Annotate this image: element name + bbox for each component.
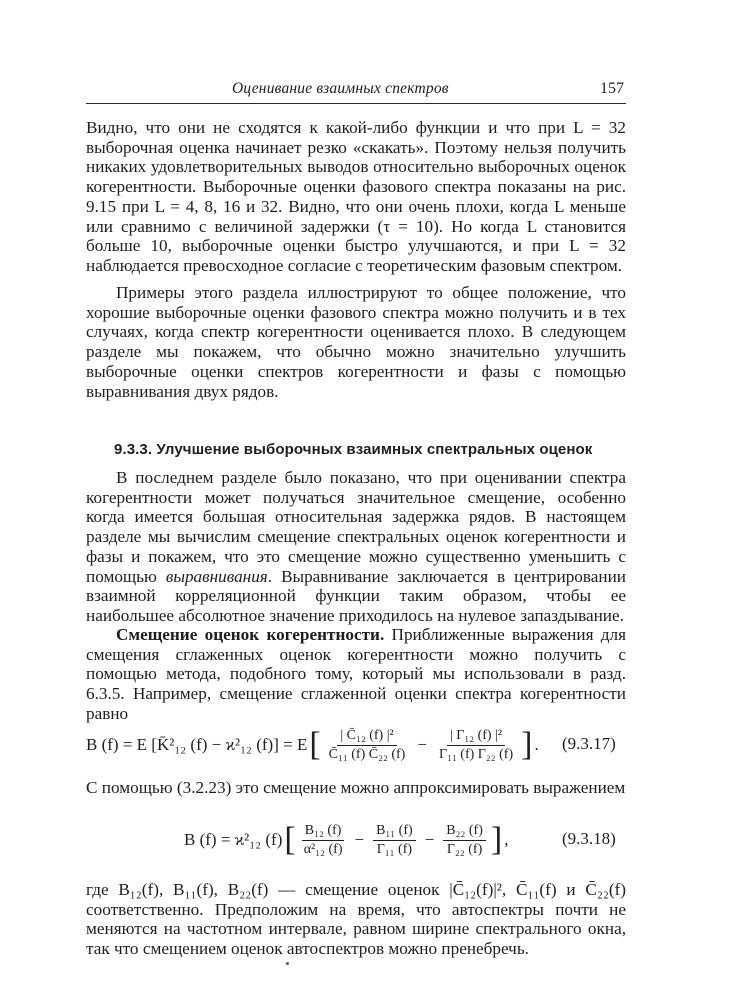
equation-9-3-18 <box>184 815 508 865</box>
paragraph-2 <box>86 283 626 401</box>
eq2-left-bracket: [ <box>284 821 296 858</box>
eq2-fraction-2 <box>373 823 416 858</box>
paragraph-3-part-1: В последнем разделе было показано, что при оценивании спектра когерентности может получаться значительное смещение, особенно когда имеется большая относительная задержка рядов. В настоящем разделе мы вычислим смещение спектральных оценок когерентности и фазы и покажем, что это смещение можно существенно уменьшить с помощью <box>86 468 626 586</box>
page-number: 157 <box>600 80 624 97</box>
paragraph-3-emphasis: выравнивания <box>165 566 268 586</box>
paragraph-3-text <box>86 468 626 626</box>
running-title: Оценивание взаимных спектров <box>232 80 449 97</box>
print-speck <box>286 962 289 965</box>
eq2-frac3-denominator: Γ₂₂ (f) <box>446 841 483 857</box>
eq2-frac2-denominator: Γ₁₁ (f) <box>376 841 413 857</box>
paragraph-4-text <box>86 625 626 724</box>
paragraph-3 <box>86 468 626 626</box>
paragraph-4-body: Приближенные выражения для смещения сглаженных оценок когерентности можно получить с помощью метода, подобного тому, который мы использовали в разд. 6.3.5. Например, смещение сглаженной оценки спектра когерентности равно <box>86 625 627 723</box>
eq1-right-bracket: ] <box>521 726 533 763</box>
paragraph-2-text: Примеры этого раздела иллюстрируют то общее положение, что хорошие выборочные оценки фазового спектра можно получить и в тех случаях, когда спектр когерентности оценивается плохо. В следующем разделе мы покажем, что обычно можно значительно улучшить выборочные оценки спектров когерентности и фазы с помощью выравнивания двух рядов. <box>86 283 626 401</box>
eq1-fraction-1 <box>326 728 409 763</box>
eq2-frac3-numerator: B₂₂ (f) <box>443 823 486 841</box>
eq1-frac2-denominator: Γ₁₁ (f) Γ₂₂ (f) <box>438 746 514 762</box>
eq2-fraction-3 <box>443 823 486 858</box>
eq2-lhs: B (f) = ϰ²₁₂ (f) <box>184 830 283 849</box>
running-header <box>86 80 626 100</box>
eq1-fraction-2 <box>436 728 516 763</box>
paragraph-6-text: где B₁₂(f), B₁₁(f), B₂₂(f) — смещение оценок |C̄₁₂(f)|², C̄₁₁(f) и C̄₂₂(f) соответственно. Предположим на время, что автоспектры почти не меняются на частотном интервале, равном ширине спектрального окна, так что смещением оценок автоспектров можно пренебречь. <box>86 880 626 959</box>
paragraph-6 <box>86 880 626 959</box>
eq2-frac1-numerator: B₁₂ (f) <box>302 823 345 841</box>
paragraph-4-run-in-heading: Смещение оценок когерентности. <box>116 625 385 644</box>
eq2-minus-2: − <box>424 830 435 849</box>
eq2-frac2-numerator: B₁₁ (f) <box>373 823 416 841</box>
equation-number-9-3-18: (9.3.18) <box>562 829 616 848</box>
paragraph-1-text: Видно, что они не сходятся к какой-либо функции и что при L = 32 выборочная оценка начинает резко «скакать». Поэтому нельзя получить никаких удовлетворительных выводов относительно выборочных оценок когерентности. Выборочные оценки фазового спектра показаны на рис. 9.15 при L = 4, 8, 16 и 32. Видно, что они очень плохи, когда L меньше или сравнимо с величиной задержки (τ = 10). Но когда L становится больше 10, выборочные оценки быстро улучшаются, и при L = 32 наблюдается превосходное согласие с теоретическим фазовым спектром. <box>86 118 626 275</box>
eq2-right-bracket: ] <box>490 821 503 858</box>
paragraph-3-part-2: . Выравнивание заключается в центрировании взаимной корреляционной функции таким образом, чтобы ее наибольшее абсолютное значение приходилось на нулевое запаздывание. <box>86 566 626 625</box>
paragraph-4 <box>86 625 626 724</box>
eq2-comma: , <box>504 830 509 849</box>
paragraph-5-text: С помощью (3.2.23) это смещение можно аппроксимировать выражением <box>86 778 626 797</box>
equation-9-3-17: B (f) = E [K̄²₁₂ (f) − ϰ²₁₂ (f)] = E [ $\frac{\text{| C̄₁₂ (f) |²}}{\text{C̄₁₁ (f) C̄₂₂ (f)}}$ − $\frac{\text{| Γ₁₂ (f) |²}}{\text{Γ₁₁ (f) Γ₂₂ (f)}}$ ] . <box>86 726 539 763</box>
equation-number-9-3-17: (9.3.17) <box>562 734 616 753</box>
eq2-minus-1: − <box>354 830 365 849</box>
section-heading: 9.3.3. Улучшение выборочных взаимных спектральных оценок <box>114 441 593 458</box>
eq1-minus: − <box>417 735 427 754</box>
eq2-fraction-1 <box>301 823 346 858</box>
header-rule <box>86 103 626 104</box>
eq2-frac1-denominator: α²₁₂ (f) <box>303 841 343 857</box>
paragraph-1 <box>86 118 626 276</box>
paragraph-5 <box>86 778 626 798</box>
eq1-frac1-denominator: C̄₁₁ (f) C̄₂₂ (f) <box>328 746 406 762</box>
eq1-frac1-numerator: | C̄₁₂ (f) |² <box>337 728 396 746</box>
eq1-lhs: B (f) = E [K̄²₁₂ (f) − ϰ²₁₂ (f)] = E <box>86 735 308 754</box>
eq1-frac2-numerator: | Γ₁₂ (f) |² <box>447 728 505 746</box>
eq1-left-bracket: [ <box>309 726 321 763</box>
